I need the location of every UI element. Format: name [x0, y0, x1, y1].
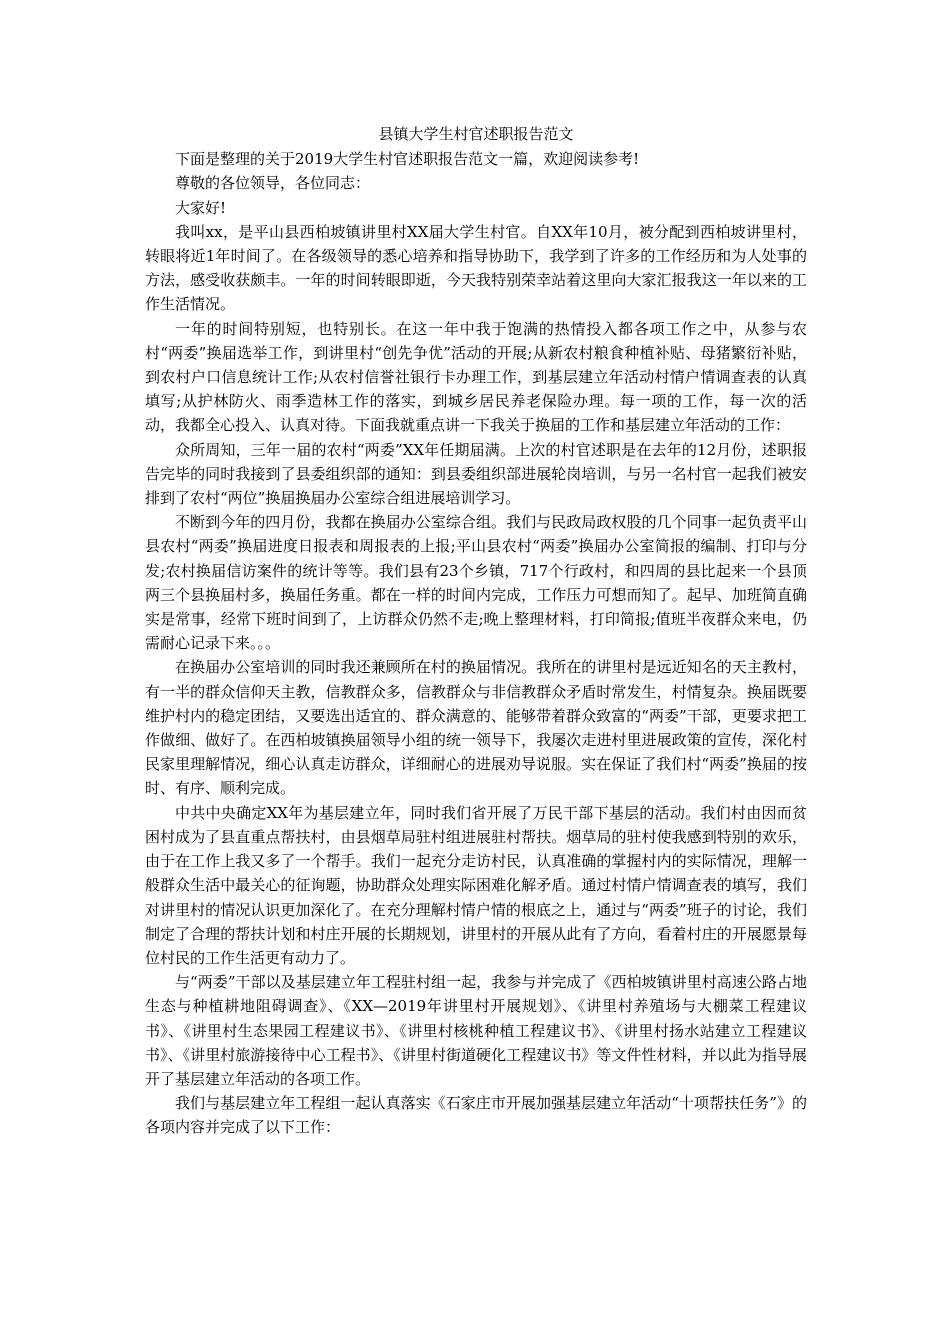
- paragraph-self-introduction: 我叫xx，是平山县西柏坡镇讲里村XX届大学生村官。自XX年10月，被分配到西柏坡讲里村，转眼将近1年时间了。在各级领导的悉心培养和指导协助下，我学到了许多的工作经历和为人处事的方法，感受收获颇丰。一年的时间转眼即逝，今天我特别荣幸站着这里向大家汇报我这一年以来的工作生活情况。: [145, 222, 807, 314]
- paragraph-grassroots-year: 中共中央确定XX年为基层建立年，同时我们省开展了万民干部下基层的活动。我们村由因而贫困村成为了县直重点帮扶村，由县烟草局驻村组进展驻村帮扶。烟草局的驻村使我感到特别的欢乐，由于在工作上我又多了一个帮手。我们一起充分走访村民，认真准确的掌握村内的实际情况，理解一般群众生活中最关心的征询题，协助群众处理实际困难化解矛盾。通过村情户情调查表的填写，我们对讲里村的情况认识更加深化了。在充分理解村情户情的根底之上，通过与“两委”班子的讨论，我们制定了合理的帮扶计划和村庄开展的长期规划，讲里村的开展从此有了方向，看着村庄的开展愿景每位村民的工作生活更有动力了。: [145, 803, 807, 967]
- document-title: 县镇大学生村官述职报告范文: [378, 125, 574, 143]
- paragraph-salutation: 尊敬的各位领导，各位同志：: [175, 174, 371, 193]
- paragraph-year-overview: 一年的时间特别短，也特别长。在这一年中我于饱满的热情投入都各项工作之中，从参与农村“两委”换届选举工作，到讲里村“创先争优”活动的开展;从新农村粮食种植补贴、母猪繁衍补贴，到农村户口信息统计工作;从农村信誉社银行卡办理工作，到基层建立年活动村情户情调查表的认真填写;从护林防火、雨季造林工作的落实，到城乡居民养老保险办理。每一项的工作，每一次的活动，我都全心投入、认真对待。下面我就重点讲一下我关于换届的工作和基层建立年活动的工作：: [145, 319, 807, 435]
- document-page: [145, 122, 807, 1140]
- paragraph-assistance-tasks: 我们与基层建立年工程组一起认真落实《石家庄市开展加强基层建立年活动“十项帮扶任务”》的各项内容并完成了以下工作：: [145, 1094, 807, 1137]
- paragraph-election-office: 不断到今年的四月份，我都在换届办公室综合组。我们与民政局政权股的几个同事一起负责平山县农村“两委”换届进度日报表和周报表的上报;平山县农村“两委”换届办公室简报的编制、打印与分发;农村换届信访案件的统计等等。我们县有23个乡镇，717个行政村，和四周的县比起来一个县顶两三个县换届村多，换届任务重。都在一样的时间内完成，工作压力可想而知了。起早、加班简直确实是常事，经常下班时间到了，上访群众仍然不走;晚上整理材料，打印简报;值班半夜群众来电，仍需耐心记录下来。。。: [145, 513, 807, 653]
- paragraph-greeting: 大家好!: [175, 198, 227, 217]
- paragraph-intro: 下面是整理的关于2019大学生村官述职报告范文一篇，欢迎阅读参考!: [175, 150, 640, 169]
- paragraph-village-election: 在换届办公室培训的同时我还兼顾所在村的换届情况。我所在的讲里村是远近知名的天主教村，有一半的群众信仰天主教，信教群众多，信教群众与非信教群众矛盾时常发生，村情复杂。换届既要维护村内的稳定团结，又要选出适宜的、群众满意的、能够带着群众致富的“两委”干部，更要求把工作做细、做好了。在西柏坡镇换届领导小组的统一领导下，我屡次走进村里进展政策的宣传，深化村民家里理解情况，细心认真走访群众，详细耐心的进展劝导说服。实在保证了我们村“两委”换届的按时、有序、顺利完成。: [145, 658, 807, 798]
- paragraph-project-documents: 与“两委”干部以及基层建立年工程驻村组一起，我参与并完成了《西柏坡镇讲里村高速公路占地生态与种植耕地阻碍调查》、《XX—2019年讲里村开展规划》、《讲里村养殖场与大棚菜工程建议书》、《讲里村生态果园工程建议书》、《讲里村核桃种植工程建议书》、《讲里村扬水站建立工程建议书》、《讲里村旅游接待中心工程书》、《讲里村街道硬化工程建议书》等文件性材料，并以此为指导展开了基层建立年活动的各项工作。: [145, 973, 807, 1088]
- paragraph-election-term: 众所周知，三年一届的农村“两委”XX年任期届满。上次的村官述职是在去年的12月份，述职报告完毕的同时我接到了县委组织部的通知：到县委组织部进展轮岗培训，与另一名村官一起我们被安排到了农村“两位”换届换届办公室综合组进展培训学习。: [145, 440, 807, 508]
